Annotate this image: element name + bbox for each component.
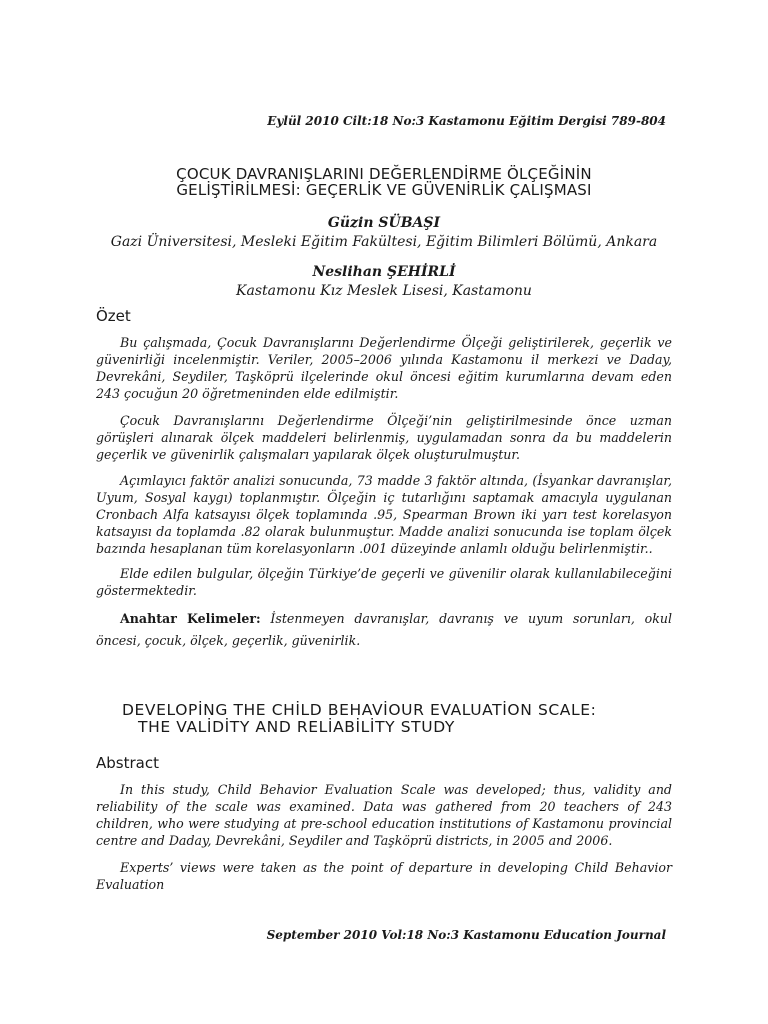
abstract-paragraph-2: Experts’ views were taken as the point of departure in developing Child Behavior Evaluation — [96, 860, 672, 892]
journal-header: Eylül 2010 Cilt:18 No:3 Kastamonu Eğitim Dergisi 789-804 — [267, 114, 666, 128]
english-title-line1: DEVELOPİNG THE CHİLD BEHAVİOUR EVALUATİON SCALE: — [122, 701, 597, 719]
keywords-text: İstenmeyen davranışlar, davranış ve uyum sorunları, okul öncesi, çocuk, ölçek, geçerlik, güvenirlik. — [96, 611, 672, 648]
english-title-line2: THE VALİDİTY AND RELİABİLİTY STUDY — [138, 718, 455, 736]
summary-paragraph-2: Çocuk Davranışlarını Değerlendirme Ölçeği’nin geliştirilmesinde önce uzman görüşleri alınarak ölçek maddeleri belirlenmiş, uygulamadan sonra da bu maddelerin geçerlik ve güvenirlik çalışmaları yapılarak ölçek oluşturulmuştur. — [96, 413, 672, 462]
author-2: Neslihan ŞEHİRLİ — [312, 264, 456, 280]
abstract-heading: Abstract — [96, 754, 159, 772]
turkish-title-line1: ÇOCUK DAVRANIŞLARINI DEĞERLENDİRME ÖLÇEĞİNİN — [176, 165, 592, 183]
turkish-title — [60, 166, 708, 198]
affiliation-2: Kastamonu Kız Meslek Lisesi, Kastamonu — [236, 283, 532, 299]
affiliation-1: Gazi Üniversitesi, Mesleki Eğitim Fakültesi, Eğitim Bilimleri Bölümü, Ankara — [110, 234, 658, 250]
author-1: Güzin SÜBAŞI — [327, 215, 441, 231]
summary-paragraph-1: Bu çalışmada, Çocuk Davranışlarını Değerlendirme Ölçeği geliştirilerek, geçerlik ve güvenirliği incelenmiştir. Veriler, 2005–2006 yılında Kastamonu il merkezi ve Daday, Devrekâni, Seydiler, Taşköprü ilçelerinde okul öncesi eğitim kurumlarına devam eden 243 çocuğun 20 öğretmeninden elde edilmiştir. — [96, 335, 672, 401]
keywords-label: Anahtar Kelimeler: — [120, 611, 261, 626]
summary-heading: Özet — [96, 307, 131, 325]
turkish-title-line2: GELİŞTİRİLMESİ: GEÇERLİK VE GÜVENİRLİK ÇALIŞMASI — [176, 181, 592, 199]
summary-paragraph-3: Açımlayıcı faktör analizi sonucunda, 73 madde 3 faktör altında, (İsyankar davranışlar, Uyum, Sosyal kaygı) toplanmıştır. Ölçeğin iç tutarlığını saptamak amacıyla uygulanan Cronbach Alfa katsayısı ölçek toplamında .95, Spearman Brown iki yarı test korelasyon katsayısı da toplamda .82 olarak bulunmuştur. Madde analizi sonucunda ise toplam ölçek bazında hesaplanan tüm korelasyonların .001 düzeyinde anlamlı olduğu belirlenmiştir.. — [96, 473, 672, 556]
abstract-paragraph-1: In this study, Child Behavior Evaluation Scale was developed; thus, validity and reliability of the scale was examined. Data was gathered from 20 teachers of 243 children, who were studying at pre-school education institutions of Kastamonu provincial centre and Daday, Devrekâni, Seydiler and Taşköprü districts, in 2005 and 2006. — [96, 782, 672, 848]
keywords — [96, 608, 672, 652]
summary-paragraph-4: Elde edilen bulgular, ölçeğin Türkiye’de geçerli ve güvenilir olarak kullanılabileceğini göstermektedir. — [96, 566, 672, 598]
english-title — [122, 702, 722, 736]
journal-footer: September 2010 Vol:18 No:3 Kastamonu Education Journal — [266, 928, 666, 942]
